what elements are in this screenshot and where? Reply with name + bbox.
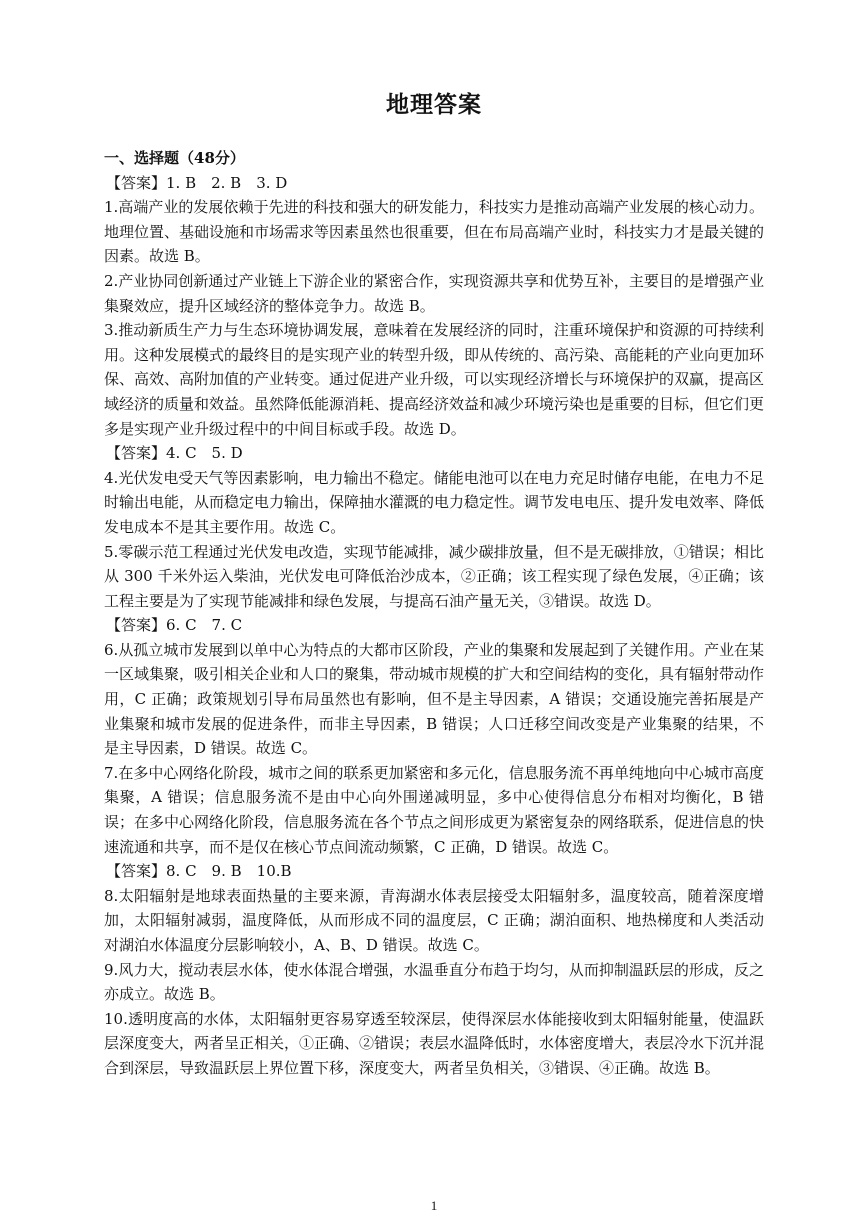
explanation-q7: 7.在多中心网络化阶段，城市之间的联系更加紧密和多元化，信息服务流不再单纯地向中心城市高度集聚，A 错误；信息服务流不是由中心向外围递减明显，多中心使得信息分布相对均衡化，B 错误；在多中心网络化阶段，信息服务流在各个节点之间形成更为紧密复杂的网络联系，促进信息的快速流通和共享，而不是仅在核心节点间流动频繁，C 正确，D 错误。故选 C。 [104,763,765,856]
page-number: 1 [430,1198,438,1213]
explanation-q9: 9.风力大，搅动表层水体，使水体混合增强，水温垂直分布趋于均匀，从而抑制温跃层的形成，反之亦成立。故选 B。 [104,960,764,1004]
page-title: 地理答案 [386,92,482,118]
answer-line-6-7: 【答案】6. C 7. C [106,616,243,635]
explanation-q10: 10.透明度高的水体，太阳辐射更容易穿透至较深层，使得深层水体能接收到太阳辐射能量，使温跃层深度变大，两者呈正相关，①正确、②错误；表层水温降低时，水体密度增大，表层冷水下沉并混合到深层，导致温跃层上界位置下移，深度变大，两者呈负相关，③错误、④正确。故选 B。 [104,1009,765,1077]
answer-line-8-10: 【答案】8. C 9. B 10.B [106,862,292,881]
answer-line-1-3: 【答案】1. B 2. B 3. D [106,173,288,192]
explanation-q8: 8.太阳辐射是地球表面热量的主要来源，青海湖水体表层接受太阳辐射多，温度较高，随着深度增加，太阳辐射减弱，温度降低，从而形成不同的温度层，C 正确；湖泊面积、地热梯度和人类活动对湖泊水体温度分层影响较小，A、B、D 错误。故选 C。 [104,886,764,954]
answer-line-4-5: 【答案】4. C 5. D [106,444,243,463]
explanation-q1: 1.高端产业的发展依赖于先进的科技和强大的研发能力，科技实力是推动高端产业发展的核心动力。地理位置、基础设施和市场需求等因素虽然也很重要，但在布局高端产业时，科技实力才是最关键的因素。故选 B。 [104,198,765,266]
explanation-q4: 4.光伏发电受天气等因素影响，电力输出不稳定。储能电池可以在电力充足时储存电能，在电力不足时输出电能，从而稳定电力输出，保障抽水灌溉的电力稳定性。调节发电电压、提升发电效率、降低发电成本不是其主要作用。故选 C。 [104,468,765,536]
section-heading: 一、选择题（48分） [104,149,245,167]
explanation-q6: 6.从孤立城市发展到以单中心为特点的大都市区阶段，产业的集聚和发展起到了关键作用。产业在某一区域集聚，吸引相关企业和人口的聚集，带动城市规模的扩大和空间结构的变化，具有辐射带动作用，C 正确；政策规划引导布局虽然也有影响，但不是主导因素，A 错误；交通设施完善拓展是产业集聚和城市发展的促进条件，而非主导因素，B 错误；人口迁移空间改变是产业集聚的结果，不是主导因素，D 错误。故选 C。 [104,640,765,758]
explanation-q3: 3.推动新质生产力与生态环境协调发展，意味着在发展经济的同时，注重环境保护和资源的可持续利用。这种发展模式的最终目的是实现产业的转型升级，即从传统的、高污染、高能耗的产业向更加环保、高效、高附加值的产业转变。通过促进产业升级，可以实现经济增长与环境保护的双赢，提高区域经济的质量和效益。虽然降低能源消耗、提高经济效益和减少环境污染也是重要的目标，但它们更多是实现产业升级过程中的中间目标或手段。故选 D。 [104,321,765,438]
explanation-q5: 5.零碳示范工程通过光伏发电改造，实现节能减排，减少碳排放量，但不是无碳排放，①错误；相比从 300 千米外运入柴油，光伏发电可降低治沙成本，②正确；该工程实现了绿色发展，④正确；该工程主要是为了实现节能减排和绿色发展，与提高石油产量无关，③错误。故选 D。 [104,542,764,610]
answer-body [104,146,764,1081]
explanation-q2: 2.产业协同创新通过产业链上下游企业的紧密合作，实现资源共享和优势互补，主要目的是增强产业集聚效应，提升区域经济的整体竞争力。故选 B。 [104,271,764,315]
